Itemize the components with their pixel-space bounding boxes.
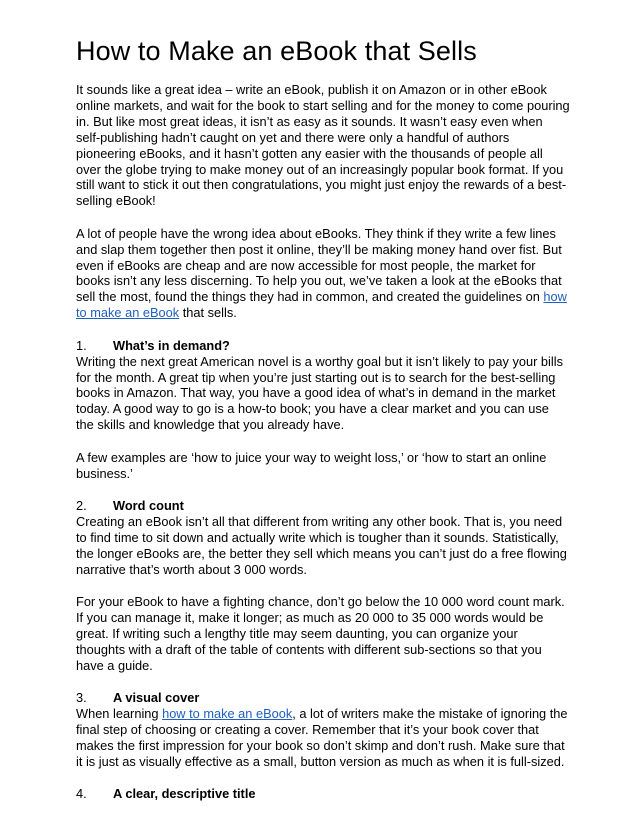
- section-heading-text: What’s in demand?: [113, 337, 230, 353]
- section-visual-cover: [76, 690, 570, 770]
- section-number: 4.: [76, 786, 87, 802]
- section-paragraph: Writing the next great American novel is a worthy goal but it isn’t likely to pay your bills for the month. A great tip when you’re just starting out is to search for the best-selling books in Amazon. That way, you have a good idea of what’s in demand in the market today. A good way to go is a how-to book; you have a clear market and you can use the skills and knowledge that you already have.: [76, 353, 563, 433]
- section-paragraph: A few examples are ‘how to juice your way to weight loss,’ or ‘how to start an online business.’: [76, 449, 547, 481]
- section-number: 2.: [76, 497, 87, 513]
- how-to-make-ebook-link[interactable]: how to make an eBook: [162, 705, 293, 721]
- section-heading-text: A clear, descriptive title: [113, 786, 256, 802]
- section-descriptive-title: [76, 786, 570, 802]
- page-title: How to Make an eBook that Sells: [76, 36, 477, 66]
- section-heading: [76, 498, 570, 514]
- section-number: 1.: [76, 337, 87, 353]
- document-page: [76, 34, 570, 802]
- intro-paragraph-1: It sounds like a great idea – write an eBook, publish it on Amazon or in other eBook online markets, and wait for the book to start selling and for the money to come pouring in. But like most great ideas, it isn’t as easy as it sounds. It wasn’t easy even when self-publishing hadn’t caught on yet and there were only a handful of authors pioneering eBooks, and it hasn’t gotten any easier with the thousands of people all over the globe trying to make money out of an increasingly popular book format. If you still want to stick it out then congratulations, you might just enjoy the rewards of a best-selling eBook!: [76, 82, 570, 209]
- section-heading: [76, 786, 570, 802]
- section-paragraph: For your eBook to have a fighting chance, don’t go below the 10 000 word count mark. If you can manage it, make it longer; as much as 20 000 to 35 000 words would be great. If writing such a lengthy title may seem daunting, you can organize your thoughts with a draft of the table of contents with different sub-sections so that you have a guide.: [76, 593, 565, 673]
- section-paragraph-end: , a lot of writers make the mistake of ignoring the final step of choosing or creating a cover. Remember that it’s your book cover that makes the first impression for your book so don’t skimp and don’t rush. Make sure that it is just as visually effective as a small, button version as much as when it is full-sized.: [76, 705, 568, 769]
- section-paragraph: Creating an eBook isn’t all that different from writing any other book. That is, you need to find time to sit down and actually write which is tougher than it sounds. Statistically, the longer eBooks are, the better they sell which means you can’t just do a free flowing narrative that’s worth about 3 000 words.: [76, 513, 567, 577]
- section-paragraph: [76, 706, 570, 770]
- intro-paragraph-2: [76, 226, 570, 321]
- section-heading-text: A visual cover: [113, 690, 200, 705]
- section-paragraph-text: When learning: [76, 705, 163, 721]
- intro-paragraph-2-end: that sells.: [179, 305, 237, 321]
- section-whats-in-demand: [76, 338, 570, 482]
- section-word-count: [76, 498, 570, 674]
- intro-paragraph-2-text: A lot of people have the wrong idea about eBooks. They think if they write a few lines and slap them together then post it online, they’ll be making money hand over fist. But even if eBooks are cheap and are now accessible for most people, the market for books isn’t any less discerning. To help you out, we’ve taken a look at the eBooks that sell the most, found the things they had in common, and created the guidelines on: [76, 225, 562, 305]
- section-heading: [76, 338, 570, 354]
- how-to-make-ebook-link[interactable]: how to make an eBook: [76, 289, 567, 321]
- section-heading: [76, 690, 570, 706]
- section-number: 3.: [76, 690, 87, 705]
- section-heading-text: Word count: [113, 497, 184, 513]
